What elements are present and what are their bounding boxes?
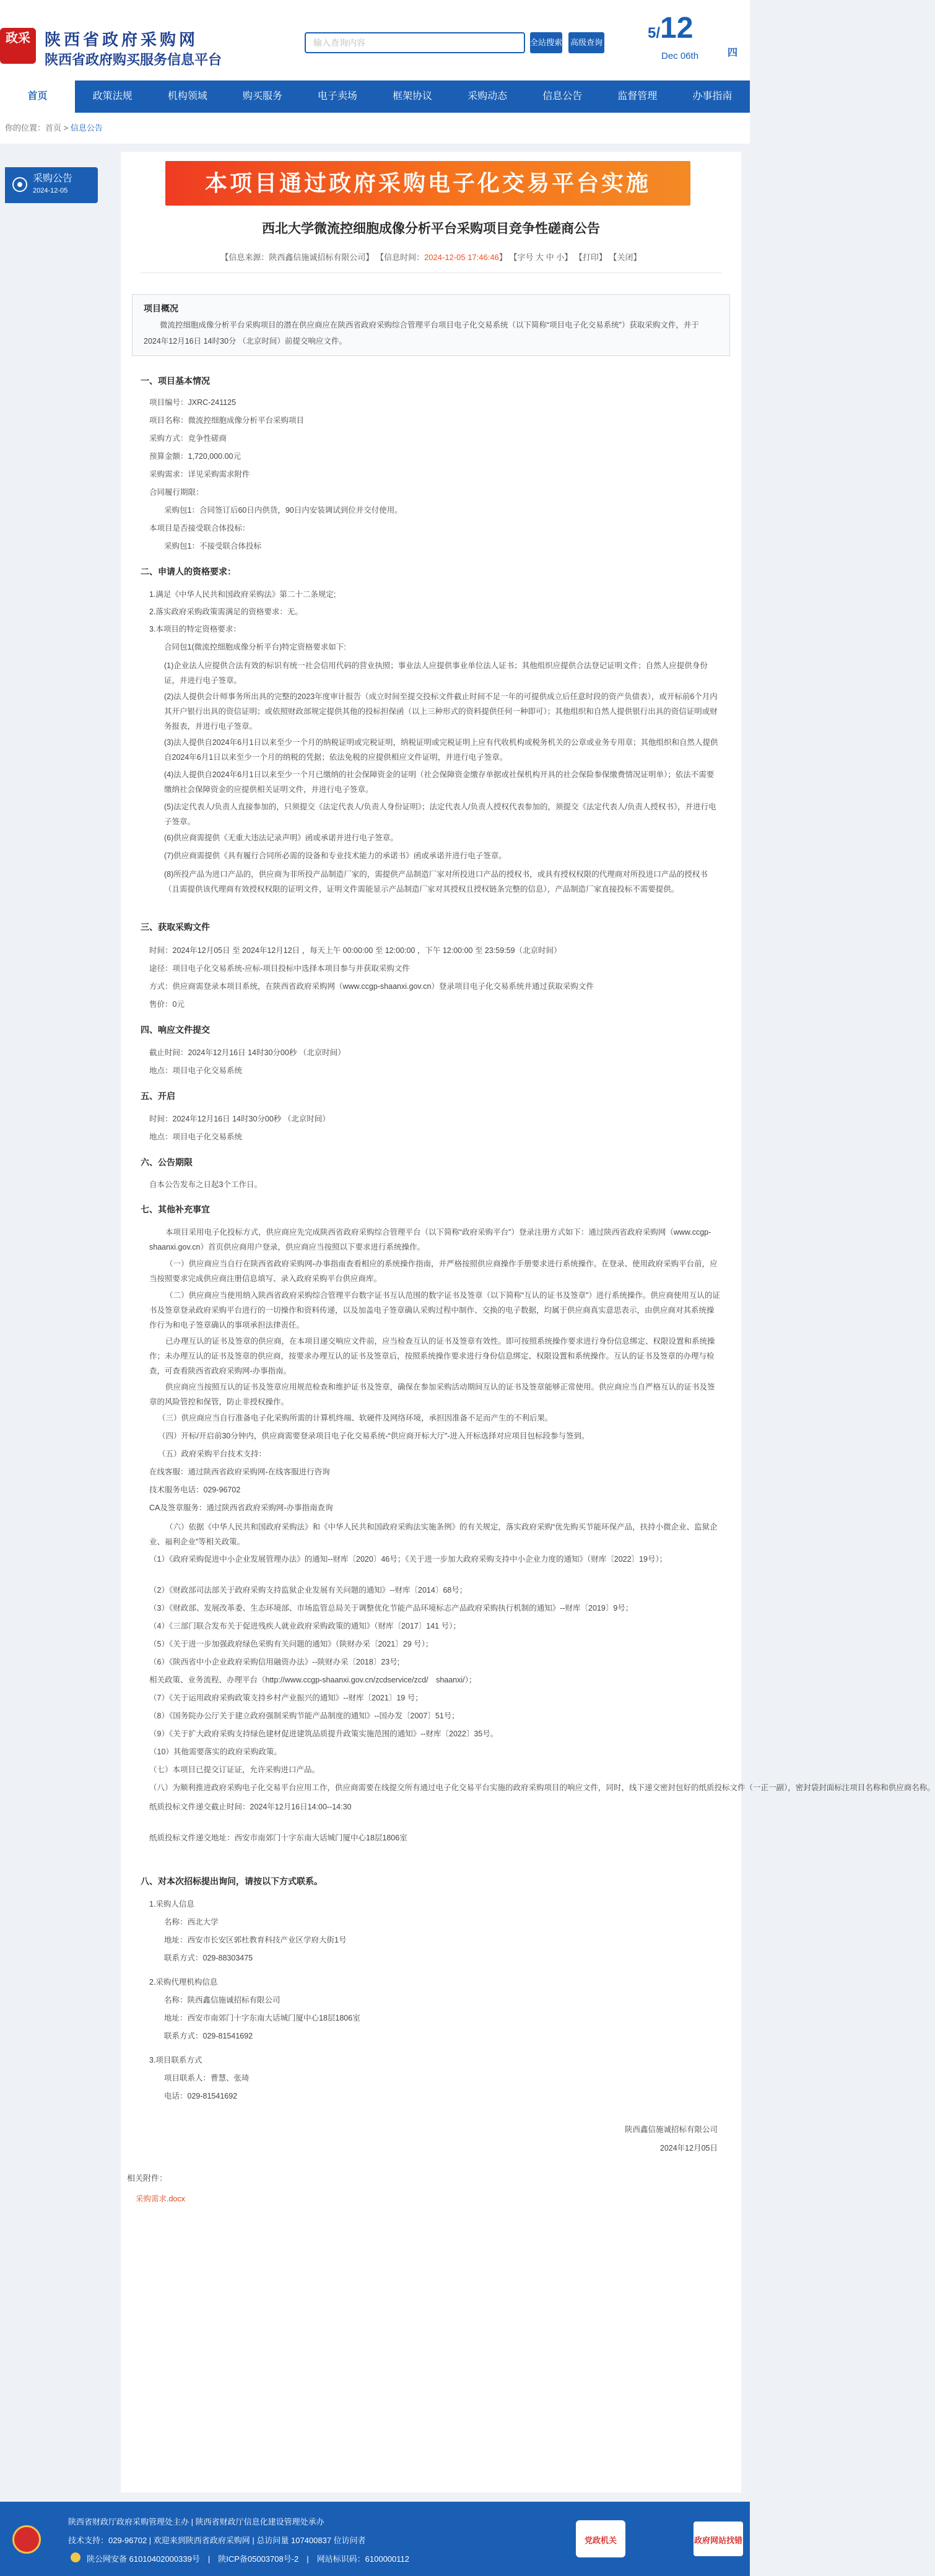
body-line: (3)法人提供自2024年6月1日以来至少一个月的纳税证明或完税证明，纳税证明或完税证明上应有代收机构或税务机关的公章或业务专用章；其他组织和自然人提供自2024年6月1日以来至少一个月的纳税的凭据；依法免税的应提供相应文件证明，并进行电子签章。 — [164, 738, 718, 762]
close-link[interactable]: 【关闭】 — [609, 253, 641, 262]
body-line: （八）为顺利推进政府采购电子化交易平台应用工作，供应商需要在线提交所有通过电子化交易平台实施的政府采购项目的响应文件，同时，线下递交密封包好的纸质投标文件（一正一副），密封袋封面标注项目名称和供应商名称。 — [149, 1783, 935, 1792]
body-line: 供应商应当按照互认的证书及签章应用规范检查和维护证书及签章，确保在参加采购活动期间互认的证书及签章能够正常使用。供应商应当自严格互认的证书及签章的风险管控和保管，防止非授权操作。 — [149, 1383, 715, 1406]
section-heading: 七、其他补充事宜 — [141, 1204, 210, 1214]
summary-heading: 项目概况 — [144, 303, 178, 313]
body-line: 相关政策、业务流程、办理平台（http://www.ccgp-shaanxi.gov.cn/zcdservice/zcd/ shaanxi/）； — [149, 1676, 477, 1684]
nav-item[interactable]: 采购动态 — [468, 91, 508, 102]
body-line: CA及签章服务：通过陕西省政府采购网-办事指南查询 — [149, 1503, 333, 1512]
jiucuo-label: 政府网站找错 — [694, 2536, 742, 2545]
body-line: (2)法人提供会计师事务所出具的完整的2023年度审计报告（成立时间至提交投标文件截止时间不足一年的可提供成立后任意时段的资产负债表），或开标前6个月内其开户银行出具的资信证明；或依照财政部规定提供其他的投标担保函（以上三种形式的资料提供任何一种即可）；其他组织和自然人提供银行出具的资信证明或财务报表，并进行电子签章。 — [164, 692, 718, 731]
section-heading: 二、申请人的资格要求： — [141, 567, 236, 577]
info-time-label: 【信息时间： — [376, 253, 425, 262]
weekday: 四 — [727, 48, 737, 58]
body-line: 在线客服：通过陕西省政府采购网-在线客服进行咨询 — [149, 1468, 330, 1476]
body-line: （四）开标/开启前30分钟内，供应商需要登录项目电子化交易系统-“供应商开标大厅”-进入开标选择对应项目包标段参与签到。 — [158, 1432, 589, 1440]
jiucuo-badge[interactable] — [694, 2522, 743, 2556]
date-display — [648, 11, 693, 45]
body-line: （一）供应商应当自行在陕西省政府采购网-办事指南查看相应的系统操作指南，并严格按照供应商操作手册要求进行系统操作。在登录、使用政府采购平台前，应当按照要求完成供应商注册信息填写、录入政府采购平台供应商库。 — [149, 1260, 718, 1283]
body-line: （六）依据《中华人民共和国政府采购法》和《中华人民共和国政府采购法实施条例》的有关规定，落实政府采购“优先购买节能环保产品，扶持小微企业、监狱企业、福利企业”等相关政策。 — [149, 1523, 718, 1546]
body-line: 电话：029-81541692 — [164, 2092, 238, 2100]
body-line: 时间：2024年12月16日 14时30分00秒 （北京时间） — [149, 1115, 330, 1123]
section-heading: 一、项目基本情况 — [141, 376, 210, 386]
signature-company: 陕西鑫信施诚招标有限公司 — [624, 2125, 718, 2134]
body-line: 方式：供应商需登录本项目系统，在陕西省政府采购网（www.ccgp-shaanxi.gov.cn）登录项目电子化交易系统并通过获取采购文件 — [149, 982, 594, 991]
signature-date: 2024年12月05日 — [659, 2144, 718, 2152]
nav-item[interactable]: 办事指南 — [692, 91, 733, 102]
print-link[interactable]: 【打印】 — [574, 253, 607, 262]
category-tag-title: 采购公告 — [33, 173, 73, 184]
body-line: 已办理互认的证书及签章的供应商，在本项目递交响应文件前，应当检查互认的证书及签章有效性。即可按照系统操作要求进行身份信息绑定、权限设置和系统操作；未办理互认的证书及签章的供应商，按要求办理互认的证书及签章后，按照系统操作要求进行身份信息绑定、权限设置和系统操作。互认的证书及签章的办理与检查，可查看陕西省政府采购网-办事指南。 — [149, 1337, 715, 1375]
body-line: (5)法定代表人/负责人直接参加的，只须提交《法定代表人/负责人身份证明》；法定代表人/负责人授权代表参加的，须提交《法定代表人/负责人授权书》，并进行电子签章。 — [164, 803, 716, 826]
project-summary-box — [132, 294, 730, 356]
body-line: (6)供应商需提供《无重大违法记录声明》函或承诺并进行电子签章。 — [164, 833, 398, 842]
body-line: （五）政府采购平台技术支持： — [158, 1450, 267, 1458]
category-tag-date: 2024-12-05 — [33, 187, 68, 194]
footer-line-3: 陕公网安备 61010402000339号 | 陕ICP备05003708号-2 | 网站标识码：6100000112 — [87, 2554, 409, 2564]
body-line: 纸质投标文件递交地址：西安市南郊门十字东南大话城门厦中心18层1806室 — [149, 1834, 407, 1842]
body-line: 截止时间：2024年12月16日 14时30分00秒 （北京时间） — [149, 1048, 346, 1057]
site-header — [0, 0, 750, 80]
body-line: 纸质投标文件递交截止时间：2024年12月16日14:00--14:30 — [149, 1803, 352, 1811]
body-line: （1）《政府采购促进中小企业发展管理办法》的通知--财库〔2020〕46号；《关于进一步加大政府采购支持中小企业力度的通知》（财库〔2022〕19号）； — [149, 1555, 668, 1564]
body-line: 采购需求：详见采购需求附件 — [149, 470, 250, 479]
body-line: (8)所投产品为进口产品的，供应商为非所投产品制造厂家的，需提供产品制造厂家对所投进口产品的授权书，或具有授权权限的代理商对所投进口产品的授权书（且需提供该代理商有效授权权限的证明文件，证明文件需能显示产品制造厂家对其授权且授权链条完整的信息），产品制造厂家直接投标不需要提供。 — [164, 870, 708, 894]
body-line: 采购包1：不接受联合体投标 — [164, 542, 261, 550]
dangzheng-badge[interactable] — [576, 2520, 625, 2557]
site-logo-text: 政采 — [6, 30, 30, 45]
summary-text: 微流控细胞成像分析平台采购项目的潜在供应商应在陕西省政府采购综合管理平台项目电子化交易系统（以下简称“项目电子化交易系统”）获取采购文件，并于 2024年12月16日 14时30分 （北京时间）前提交响应文件。 — [144, 321, 699, 346]
category-tag — [5, 167, 98, 203]
section-heading: 五、开启 — [141, 1091, 175, 1101]
site-subtitle: 陕西省政府购买服务信息平台 — [45, 52, 222, 67]
nav-item[interactable]: 机构领域 — [167, 91, 207, 102]
body-line: 采购方式：竞争性磋商 — [149, 434, 227, 443]
body-line: 1.采购人信息 — [149, 1900, 194, 1908]
body-line: 2.采购代理机构信息 — [149, 1978, 218, 1986]
date-english: Dec 06th — [661, 51, 699, 61]
body-line: （8）《国务院办公厅关于建立政府强制采购节能产品制度的通知》--国办发〔2007〕51号； — [149, 1712, 459, 1720]
article-panel — [121, 152, 935, 2492]
site-search-button[interactable]: 全站搜索 — [530, 32, 562, 53]
body-line: (7)供应商需提供《具有履行合同所必需的设备和专业技术能力的承诺书》函或承诺并进行电子签章。 — [164, 851, 507, 860]
breadcrumb — [0, 113, 750, 144]
body-line: （5）《关于进一步加强政府绿色采购有关问题的通知》（陕财办采〔2021〕29 号）； — [149, 1640, 433, 1648]
section-heading: 八、对本次招标提出询问，请按以下方式联系。 — [141, 1876, 323, 1886]
body-line: （七）本项目已提交订证证，允许采购进口产品。 — [149, 1765, 320, 1774]
page-title: 西北大学微流控细胞成像分析平台采购项目竞争性磋商公告 — [262, 222, 600, 236]
info-time-close: 】 — [498, 253, 507, 262]
body-line: 地址：西安市长安区郭杜教育科技产业区学府大街1号 — [164, 1936, 347, 1944]
breadcrumb-current[interactable]: 信息公告 — [70, 123, 103, 133]
body-line: (4)法人提供自2024年6月1日以来至少一个月已缴纳的社会保障资金的证明（社会保障资金缴存单据或社保机构开具的社会保险参保缴费情况证明单）；依法不需要缴纳社会保障资金的应提供相关证明文件，并进行电子签章。 — [164, 770, 715, 794]
body-line: （2）《财政部司法部关于政府采购支持监狱企业发展有关问题的通知》--财库〔2014〕68号； — [149, 1586, 468, 1595]
body-line: 预算金额：1,720,000.00元 — [149, 452, 241, 461]
nav-item[interactable]: 框架协议 — [393, 91, 433, 102]
body-line: 售价：0元 — [149, 1000, 185, 1009]
body-line: （10）其他需要落实的政府采购政策。 — [149, 1747, 282, 1756]
body-line: 1.满足《中华人民共和国政府采购法》第二十二条规定; — [149, 590, 336, 599]
nav-item[interactable]: 政策法规 — [92, 91, 133, 102]
divider — [141, 272, 721, 273]
body-line: 联系方式：029-88303475 — [164, 1954, 253, 1962]
footer-line-2: 技术支持：029-96702 | 欢迎来到陕西省政府采购网 | 总访问量 107400837 位访问者 — [68, 2536, 366, 2545]
body-line: （9）《关于扩大政府采购支持绿色建材促进建筑品质提升政策实施范围的通知》--财库〔2022〕35号。 — [149, 1730, 498, 1738]
attachment-file-link[interactable]: 采购需求.docx — [136, 2195, 185, 2203]
body-line: （3）《财政部、发展改革委、生态环境部、市场监管总局关于调整优化节能产品环境标志产品政府采购执行机制的通知》--财库〔2019〕9号； — [149, 1604, 633, 1612]
body-line: 2.落实政府采购政策需满足的资格要求：无。 — [149, 607, 303, 616]
body-line: （三）供应商应当自行准备电子化采购所需的计算机终端、软硬件及网络环境，承担因准备不足而产生的不利后果。 — [158, 1414, 553, 1422]
info-source: 【信息来源：陕西鑫信施诚招标有限公司】 — [220, 253, 374, 262]
date-day: 12 — [660, 12, 694, 45]
body-line: （7）《关于运用政府采购政策支持乡村产业振兴的通知》--财库〔2021〕19 号； — [149, 1694, 423, 1702]
body-line: 合同包1(微流控细胞成像分析平台)特定资格要求如下: — [164, 643, 346, 651]
body-line: 地点：项目电子化交易系统 — [149, 1066, 243, 1075]
breadcrumb-sep: > — [61, 123, 71, 133]
search-input[interactable] — [306, 33, 524, 52]
body-line: （二）供应商应当使用纳入陕西省政府采购综合管理平台数字证书互认范围的数字证书及签章（以下简称“互认的证书及签章”）进行系统操作。供应商使用互认的证书及签章登录政府采购平台进行的一切操作和资料传递，以及加盖电子签章确认采购过程中制作、交换的电子数据，均属于供应商真实意思表示，由供应商对其系统操作行为和电子签章确认的事项承担法律责任。 — [149, 1291, 720, 1329]
body-line: 本项目采用电子化投标方式，供应商应先完成陕西省政府采购综合管理平台（以下简称“政府采购平台”）登录注册方式如下：通过陕西省政府采购网（www.ccgp-shaanxi.gov.cn）首页供应商用户登录，供应商应当按照以下要求进行系统操作。 — [149, 1228, 711, 1251]
body-line: （4）《三部门联合发布关于促进残疾人就业政府采购政策的通知》（财库〔2017〕141 号）； — [149, 1622, 461, 1630]
section-heading: 四、响应文件提交 — [141, 1025, 210, 1035]
nav-item[interactable]: 监督管理 — [617, 91, 658, 102]
footer-police-icon — [71, 2552, 80, 2562]
nav-item[interactable]: 首页 — [0, 80, 75, 113]
body-line: 项目联系人：曹慧、张琦 — [164, 2074, 250, 2082]
section-heading: 六、公告期限 — [141, 1157, 193, 1167]
breadcrumb-home[interactable]: 首页 — [45, 123, 62, 133]
body-line: 地址：西安市南郊门十字东南大话城门厦中心18层1806室 — [164, 2014, 360, 2022]
date-month: 5/ — [648, 25, 661, 41]
main-nav — [0, 80, 750, 113]
body-line: 名称：西北大学 — [164, 1918, 219, 1926]
advanced-search-button[interactable]: 高级查询 — [568, 32, 604, 53]
body-line: 途径：项目电子化交易系统-应标-项目投标中选择本项目参与并获取采购文件 — [149, 964, 410, 973]
site-name: 陕西省政府采购网 — [45, 30, 199, 49]
attachments-label: 相关附件： — [127, 2174, 168, 2183]
font-size-control[interactable]: 【字号 大 中 小】 — [509, 253, 573, 262]
body-line: 项目编号：JXRC-241125 — [149, 398, 237, 407]
body-line: 时间：2024年12月05日 至 2024年12月12日 ，每天上午 00:00:00 至 12:00:00 ，下午 12:00:00 至 23:59:59（北京时间） — [149, 946, 562, 955]
breadcrumb-prefix: 你的位置： — [5, 123, 46, 133]
body-line: 名称：陕西鑫信施诚招标有限公司 — [164, 1996, 280, 2004]
body-line: 3.本项目的特定资格要求： — [149, 625, 241, 633]
body-line: 采购包1：合同签订后60日内供货，90日内安装调试到位并交付使用。 — [164, 506, 402, 515]
body-line: 自本公告发布之日起3个工作日。 — [149, 1180, 262, 1189]
nav-item[interactable]: 电子卖场 — [317, 91, 357, 102]
footer-line-1: 陕西省财政厅政府采购管理处主办 | 陕西省财政厅信息化建设管理处承办 — [68, 2517, 324, 2526]
site-footer — [0, 2502, 750, 2576]
search-box — [305, 32, 525, 53]
site-logo[interactable] — [0, 28, 36, 64]
info-time-value: 2024-12-05 17:46:46 — [424, 253, 499, 262]
article-meta — [121, 251, 741, 263]
footer-emblem-icon — [12, 2525, 41, 2554]
announcement-icon — [12, 177, 27, 192]
body-line: 联系方式：029-81541692 — [164, 2032, 253, 2040]
nav-item[interactable]: 购买服务 — [242, 91, 282, 102]
body-line: 3.项目联系方式 — [149, 2056, 202, 2065]
section-heading: 三、获取采购文件 — [141, 922, 210, 932]
body-line: （6）《陕西省中小企业政府采购信用融资办法》--陕财办采〔2018〕23号; — [149, 1658, 400, 1666]
body-line: 本项目是否接受联合体投标： — [149, 524, 250, 533]
body-line: 项目名称：微流控细胞成像分析平台采购项目 — [149, 416, 305, 425]
nav-item[interactable]: 信息公告 — [542, 91, 583, 102]
body-line: 技术服务电话：029-96702 — [149, 1486, 241, 1494]
platform-banner: 本项目通过政府采购电子化交易平台实施 — [165, 161, 690, 206]
body-line: 地点：项目电子化交易系统 — [149, 1133, 243, 1141]
dangzheng-label: 党政机关 — [584, 2536, 617, 2545]
body-line: (1)企业法人应提供合法有效的标识有统一社会信用代码的营业执照；事业法人应提供事业单位法人证书；其他组织应提供合法登记证明文件；自然人应提供身份证，并进行电子签章。 — [164, 661, 708, 685]
body-line: 合同履行期限： — [149, 488, 204, 497]
